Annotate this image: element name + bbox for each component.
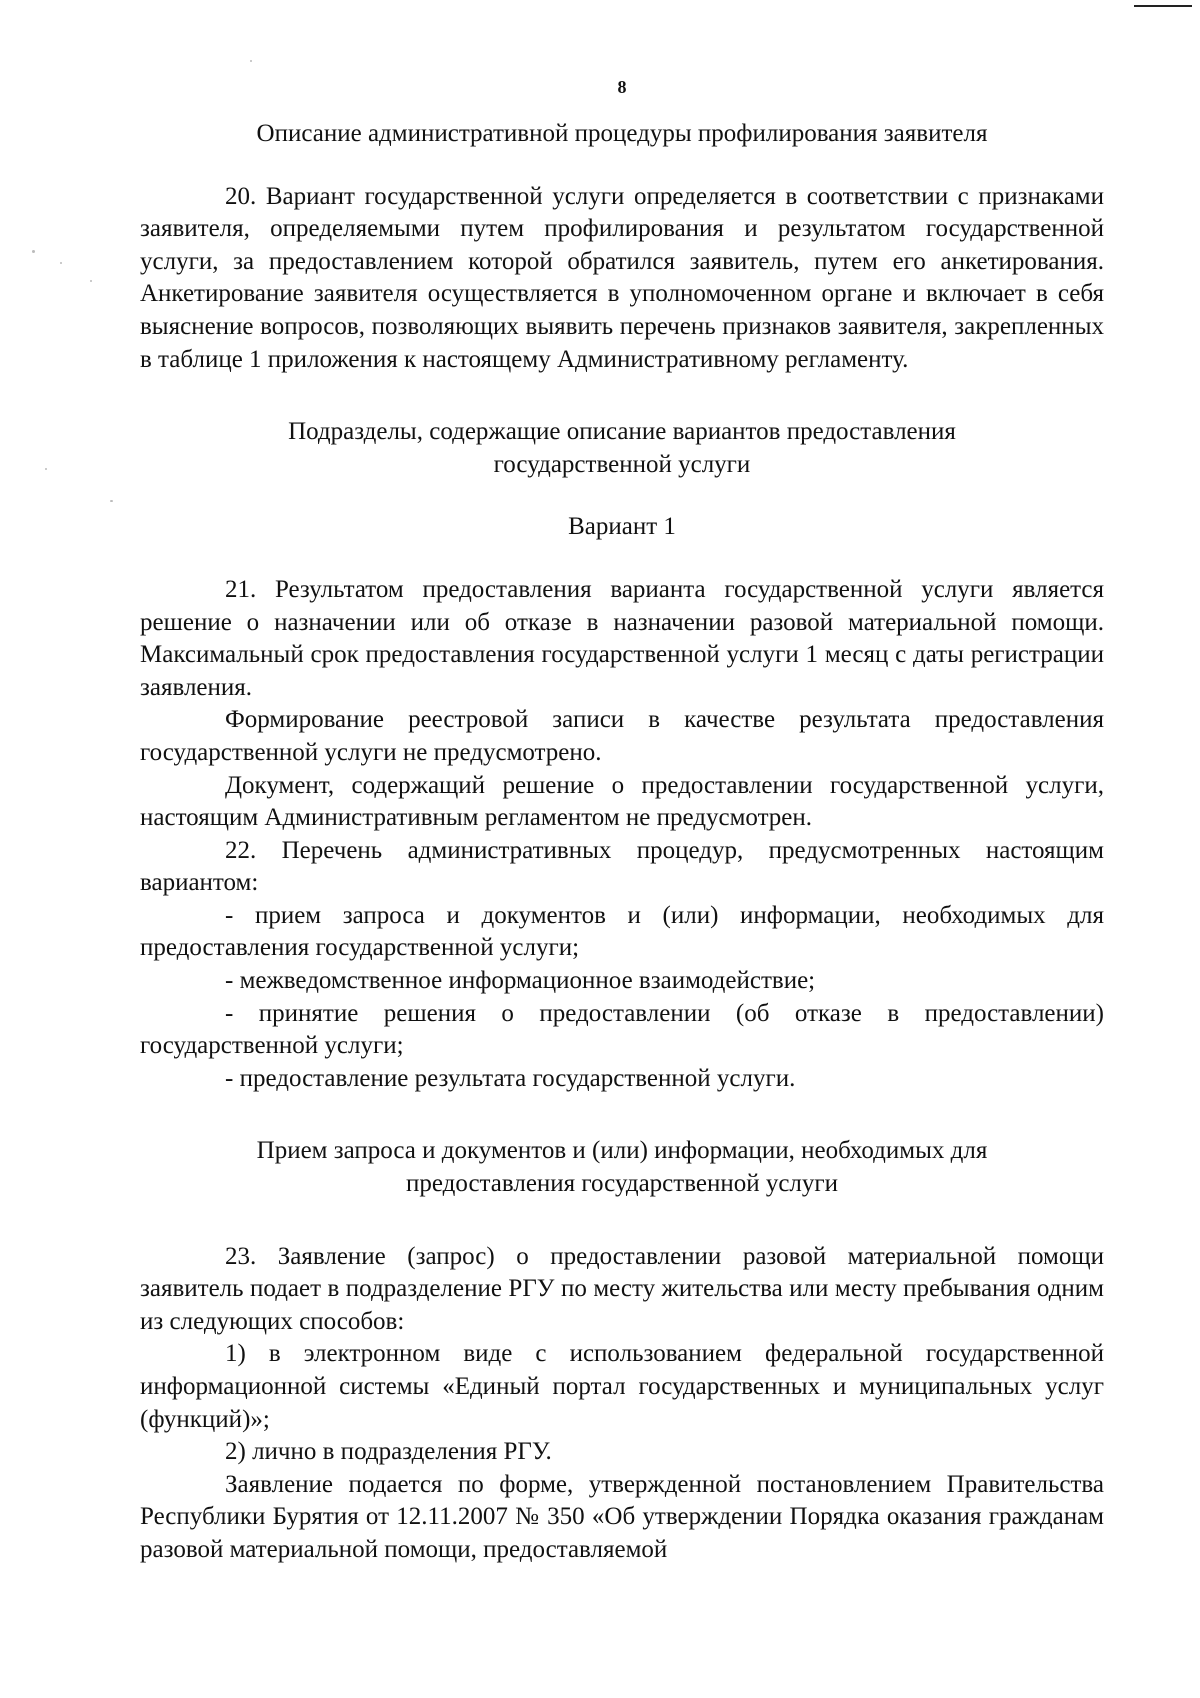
page-number: 8 xyxy=(617,77,627,97)
heading-subsections-line2: государственной услуги xyxy=(493,450,751,478)
scan-speck xyxy=(32,250,35,253)
heading-profiling: Описание административной процедуры профилирования заявителя xyxy=(256,120,988,147)
heading-variant-1: Вариант 1 xyxy=(568,513,676,541)
top-edge-rule xyxy=(1134,5,1192,7)
paragraph-21-registry: Формирование реестровой записи в качестве результата предоставления государственной услуги не предусмотрено. xyxy=(140,706,1104,766)
scan-speck xyxy=(110,500,113,502)
list-item: - прием запроса и документов и (или) информации, необходимых для предоставления государственной услуги; xyxy=(140,901,1104,962)
scan-speck xyxy=(250,60,252,62)
heading-reception-line2: предоставления государственной услуги xyxy=(405,1170,839,1198)
list-item: - принятие решения о предоставлении (об отказе в предоставлении) государственной услуги; xyxy=(140,999,1104,1060)
list-item: 2) лично в подразделения РГУ. xyxy=(225,1438,552,1466)
document-page xyxy=(140,76,1104,1567)
heading-subsections-line1: Подразделы, содержащие описание вариантов предоставления xyxy=(288,418,956,446)
paragraph-21-document: Документ, содержащий решение о предоставлении государственной услуги, настоящим Административным регламентом не предусмотрен. xyxy=(140,771,1104,832)
paragraph-23: 23. Заявление (запрос) о предоставлении разовой материальной помощи заявитель подает в подразделение РГУ по месту жительства или месту пребывания одним из следующих способов: xyxy=(140,1242,1104,1335)
list-item: 1) в электронном виде с использованием федеральной государственной информационной системы «Единый портал государственных и муниципальных услуг (функций)»; xyxy=(140,1340,1104,1433)
scan-speck xyxy=(45,468,47,470)
paragraph-21: 21. Результатом предоставления варианта государственной услуги является решение о назначении или об отказе в назначении разовой материальной помощи. Максимальный срок предоставления государственной услуги 1 месяц с даты регистрации заявления. xyxy=(140,575,1104,701)
list-item: - межведомственное информационное взаимодействие; xyxy=(225,967,816,995)
heading-reception-line1: Прием запроса и документов и (или) информации, необходимых для xyxy=(256,1137,988,1165)
paragraph-22: 22. Перечень административных процедур, предусмотренных настоящим вариантом: xyxy=(140,836,1104,897)
scan-speck xyxy=(60,262,62,264)
heading-subsections xyxy=(140,416,1104,481)
paragraph-23-form: Заявление подается по форме, утвержденной постановлением Правительства Республики Бурятия от 12.11.2007 № 350 «Об утверждении Порядка оказания гражданам разовой материальной помощи, предоставляемой xyxy=(140,1470,1104,1563)
heading-reception xyxy=(140,1135,1104,1200)
scan-speck xyxy=(90,280,92,282)
list-item: - предоставление результата государственной услуги. xyxy=(225,1064,796,1092)
paragraph-20: 20. Вариант государственной услуги определяется в соответствии с признаками заявителя, определяемыми путем профилирования и результатом государственной услуги, за предоставлением которой обратился заявитель, путем его анкетирования. Анкетирование заявителя осуществляется в уполномоченном органе и включает в себя выяснение вопросов, позволяющих выявить перечень признаков заявителя, закрепленных в таблице 1 приложения к настоящему Административному регламенту. xyxy=(140,182,1104,373)
